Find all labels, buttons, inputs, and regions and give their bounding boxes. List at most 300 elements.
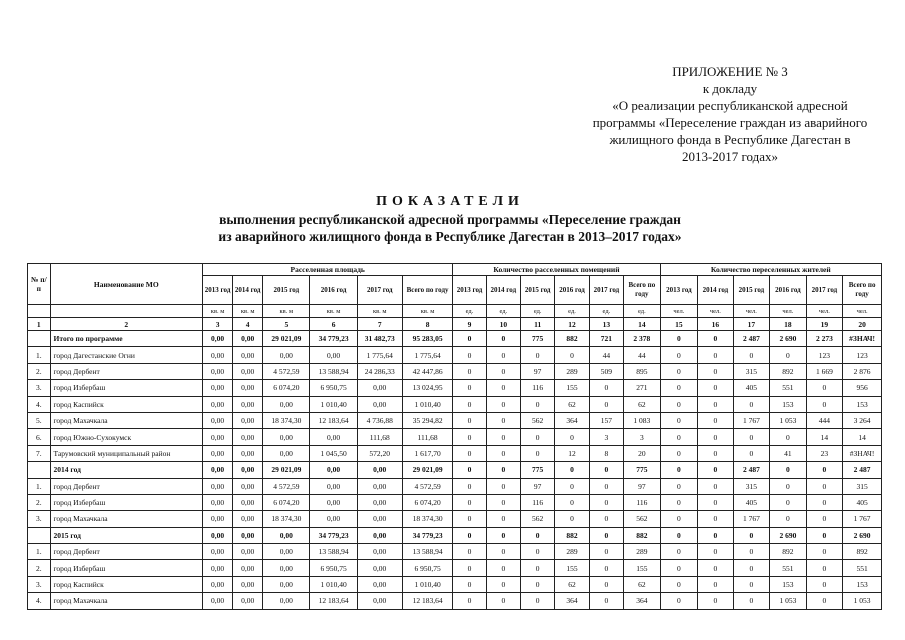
table-cell: 34 779,23 — [310, 331, 357, 347]
table-row — [28, 511, 882, 527]
table-cell: 4 572,59 — [402, 478, 453, 494]
table-cell: 0,00 — [203, 412, 233, 428]
table-cell: 364 — [624, 593, 661, 609]
table-cell: 0 — [521, 576, 555, 592]
table-cell: 0 — [486, 576, 520, 592]
table-cell: 0 — [698, 560, 733, 576]
table-cell: 0 — [453, 412, 486, 428]
table-cell: 892 — [770, 544, 807, 560]
table-cell: 6 074,20 — [263, 494, 310, 510]
municipality-name: город Махачкала — [50, 593, 203, 609]
unit-label: чел. — [733, 305, 770, 318]
table-cell: 562 — [624, 511, 661, 527]
appendix-line: 2013-2017 годах» — [681, 149, 779, 164]
table-cell: 1 053 — [843, 593, 882, 609]
table-cell: 0 — [589, 560, 623, 576]
table-cell: #ЗНАЧ! — [843, 331, 882, 347]
table-cell: 0 — [806, 494, 843, 510]
table-cell: 3 — [624, 429, 661, 445]
table-cell: 562 — [521, 412, 555, 428]
municipality-name: город Махачкала — [50, 412, 203, 428]
appendix-line: к докладу — [702, 81, 758, 96]
table-cell: 0,00 — [203, 494, 233, 510]
table-cell: 0 — [806, 560, 843, 576]
column-number: 14 — [624, 318, 661, 331]
row-number — [28, 527, 51, 543]
header-group-area: Расселенная площадь — [203, 264, 453, 276]
table-cell: 0 — [486, 347, 520, 363]
table-cell: 2 876 — [843, 363, 882, 379]
table-cell: 0 — [698, 445, 733, 461]
municipality-name: город Избербаш — [50, 380, 203, 396]
table-cell: 0 — [733, 396, 770, 412]
table-cell: 1 010,40 — [402, 396, 453, 412]
table-cell: 0 — [486, 560, 520, 576]
table-cell: 775 — [521, 462, 555, 478]
row-number: 3. — [28, 380, 51, 396]
table-cell: 0 — [770, 462, 807, 478]
table-cell: 0 — [698, 462, 733, 478]
table-cell: 315 — [843, 478, 882, 494]
table-cell: 0,00 — [357, 380, 402, 396]
table-cell: 6 950,75 — [310, 380, 357, 396]
header-rooms-col: 2014 год — [486, 276, 520, 305]
table-cell: 0,00 — [263, 576, 310, 592]
table-cell: 0 — [453, 576, 486, 592]
table-cell: 12 — [555, 445, 589, 461]
table-cell: 2 690 — [843, 527, 882, 543]
table-cell: 155 — [624, 560, 661, 576]
title-heading: ПОКАЗАТЕЛИ — [376, 194, 524, 209]
table-cell: 775 — [624, 462, 661, 478]
municipality-name: Итого по программе — [50, 331, 203, 347]
column-number: 4 — [233, 318, 263, 331]
table-cell: 123 — [843, 347, 882, 363]
table-cell: 0 — [733, 576, 770, 592]
table-cell: 0 — [486, 445, 520, 461]
table-cell: 0 — [453, 331, 486, 347]
table-cell: 0 — [521, 347, 555, 363]
table-cell: 0,00 — [357, 593, 402, 609]
table-cell: 24 286,33 — [357, 363, 402, 379]
table-cell: 0 — [733, 429, 770, 445]
header-people-col: 2016 год — [770, 276, 807, 305]
table-cell: 6 950,75 — [310, 560, 357, 576]
table-cell: 0,00 — [233, 593, 263, 609]
table-cell: 12 183,64 — [310, 412, 357, 428]
table-cell: 3 264 — [843, 412, 882, 428]
table-cell: 0 — [486, 494, 520, 510]
unit-label: кв. м — [233, 305, 263, 318]
row-number: 7. — [28, 445, 51, 461]
row-number: 1. — [28, 478, 51, 494]
table-cell: 364 — [555, 593, 589, 609]
table-cell: 0 — [453, 380, 486, 396]
table-cell: 0 — [486, 462, 520, 478]
table-cell: 405 — [733, 494, 770, 510]
table-cell: 0,00 — [233, 331, 263, 347]
header-people-col: 2013 год — [660, 276, 698, 305]
table-cell: 2 487 — [733, 462, 770, 478]
header-name: Наименование МО — [50, 264, 203, 305]
table-cell: 0,00 — [203, 478, 233, 494]
table-cell: 0 — [453, 527, 486, 543]
table-cell: 13 588,94 — [402, 544, 453, 560]
table-cell: 0 — [521, 445, 555, 461]
table-cell: 0 — [806, 462, 843, 478]
table-cell: 0 — [589, 380, 623, 396]
table-cell: 0 — [806, 527, 843, 543]
row-number: 3. — [28, 511, 51, 527]
table-cell: 1 053 — [770, 412, 807, 428]
table-cell: 0,00 — [263, 544, 310, 560]
table-cell: 0 — [555, 347, 589, 363]
municipality-name: город Каспийск — [50, 396, 203, 412]
header-people-col: 2014 год — [698, 276, 733, 305]
table-cell: 0 — [589, 576, 623, 592]
table-cell: 157 — [589, 412, 623, 428]
table-cell: 0,00 — [310, 347, 357, 363]
table-cell: 2 690 — [770, 331, 807, 347]
appendix-line: «О реализации республиканской адресной — [612, 98, 848, 113]
column-number: 11 — [521, 318, 555, 331]
table-cell: 0 — [589, 494, 623, 510]
table-cell: 0 — [660, 462, 698, 478]
unit-label: ед. — [486, 305, 520, 318]
table-row — [28, 560, 882, 576]
table-cell: 155 — [555, 380, 589, 396]
table-cell: 0 — [770, 347, 807, 363]
table-row — [28, 478, 882, 494]
table-row — [28, 576, 882, 592]
table-cell: 0 — [698, 494, 733, 510]
row-number: 2. — [28, 363, 51, 379]
table-cell: 0 — [660, 429, 698, 445]
table-cell: 0 — [453, 478, 486, 494]
table-row — [28, 363, 882, 379]
table-cell: 0,00 — [203, 593, 233, 609]
table-cell: 1 010,40 — [310, 576, 357, 592]
table-cell: 0,00 — [263, 429, 310, 445]
table-cell: 0 — [555, 478, 589, 494]
table-cell: 18 374,30 — [263, 412, 310, 428]
municipality-name: город Дербент — [50, 363, 203, 379]
table-cell: 41 — [770, 445, 807, 461]
table-cell: 6 074,20 — [402, 494, 453, 510]
table-cell: 0 — [698, 331, 733, 347]
table-cell: 551 — [770, 380, 807, 396]
table-cell: 0,00 — [233, 478, 263, 494]
table-cell: 111,68 — [357, 429, 402, 445]
table-cell: 0,00 — [357, 527, 402, 543]
table-cell: 0 — [770, 429, 807, 445]
unit-label: кв. м — [357, 305, 402, 318]
table-cell: 0,00 — [233, 462, 263, 478]
table-cell: 0 — [486, 544, 520, 560]
table-cell: 4 572,59 — [263, 363, 310, 379]
table-cell: 0,00 — [203, 347, 233, 363]
table-cell: 0 — [698, 429, 733, 445]
table-cell: 0,00 — [357, 576, 402, 592]
table-cell: 0 — [486, 363, 520, 379]
indicators-table — [27, 263, 882, 610]
table-row — [28, 331, 882, 347]
header-people-col: 2017 год — [806, 276, 843, 305]
table-cell: 0 — [453, 363, 486, 379]
table-cell: 289 — [555, 544, 589, 560]
table-cell: 0 — [453, 511, 486, 527]
table-cell: 62 — [555, 396, 589, 412]
municipality-name: Тарумовский муниципальный район — [50, 445, 203, 461]
table-cell: 0,00 — [203, 363, 233, 379]
table-cell: 0 — [486, 396, 520, 412]
table-row — [28, 412, 882, 428]
table-cell: 0 — [698, 527, 733, 543]
row-number: 2. — [28, 560, 51, 576]
unit-label: чел. — [843, 305, 882, 318]
table-cell: 0 — [806, 511, 843, 527]
table-cell: 572,20 — [357, 445, 402, 461]
table-row — [28, 445, 882, 461]
table-cell: 0 — [660, 347, 698, 363]
table-cell: 0 — [589, 527, 623, 543]
table-cell: 0 — [660, 494, 698, 510]
title-line: выполнения республиканской адресной программы «Переселение граждан — [219, 212, 681, 227]
table-cell: 0 — [486, 331, 520, 347]
table-cell: 882 — [624, 527, 661, 543]
table-cell: 1 053 — [770, 593, 807, 609]
header-rooms-col: 2013 год — [453, 276, 486, 305]
row-number: 1. — [28, 347, 51, 363]
table-cell: 0,00 — [233, 445, 263, 461]
table-cell: 0 — [660, 478, 698, 494]
table-cell: 0 — [555, 429, 589, 445]
column-number: 2 — [50, 318, 203, 331]
table-row — [28, 462, 882, 478]
table-cell: 29 021,09 — [402, 462, 453, 478]
table-cell: 0 — [698, 396, 733, 412]
column-number: 9 — [453, 318, 486, 331]
table-cell: 0 — [698, 593, 733, 609]
table-cell: 0 — [521, 593, 555, 609]
table-cell: 0 — [521, 396, 555, 412]
unit-label: чел. — [770, 305, 807, 318]
table-cell: 0 — [698, 544, 733, 560]
row-number: 5. — [28, 412, 51, 428]
table-cell: 116 — [624, 494, 661, 510]
table-cell: 42 447,86 — [402, 363, 453, 379]
table-cell: 0 — [453, 560, 486, 576]
table-cell: 895 — [624, 363, 661, 379]
unit-label: чел. — [698, 305, 733, 318]
table-cell: 1 669 — [806, 363, 843, 379]
table-cell: 116 — [521, 380, 555, 396]
table-cell: 0 — [589, 593, 623, 609]
row-number: 1. — [28, 544, 51, 560]
table-cell: 0 — [486, 429, 520, 445]
table-cell: 289 — [555, 363, 589, 379]
table-cell: 289 — [624, 544, 661, 560]
table-cell: 405 — [733, 380, 770, 396]
table-cell: 6 074,20 — [263, 380, 310, 396]
row-number: 4. — [28, 396, 51, 412]
table-cell: 0,00 — [233, 396, 263, 412]
table-cell: 0,00 — [263, 445, 310, 461]
document-title — [150, 193, 750, 245]
table-cell: 509 — [589, 363, 623, 379]
table-cell: 0 — [770, 478, 807, 494]
column-number: 15 — [660, 318, 698, 331]
table-cell: 0 — [698, 347, 733, 363]
municipality-name: город Каспийск — [50, 576, 203, 592]
table-cell: 0,00 — [233, 560, 263, 576]
table-cell: 0,00 — [203, 445, 233, 461]
table-cell: 444 — [806, 412, 843, 428]
table-cell: 551 — [843, 560, 882, 576]
table-cell: 0,00 — [233, 347, 263, 363]
table-cell: 13 588,94 — [310, 363, 357, 379]
table-cell: 0 — [486, 593, 520, 609]
header-area-col: 2013 год — [203, 276, 233, 305]
table-cell: 0 — [555, 462, 589, 478]
table-cell: 0,00 — [203, 576, 233, 592]
table-cell: 0 — [660, 380, 698, 396]
table-cell: 0 — [698, 478, 733, 494]
table-cell: 0 — [453, 544, 486, 560]
column-number: 19 — [806, 318, 843, 331]
table-cell: 0 — [660, 396, 698, 412]
table-cell: 0,00 — [263, 560, 310, 576]
unit-label: кв. м — [203, 305, 233, 318]
table-cell: 0 — [660, 593, 698, 609]
table-row — [28, 429, 882, 445]
unit-label: кв. м — [310, 305, 357, 318]
table-cell: 0 — [806, 380, 843, 396]
appendix-line: жилищного фонда в Республике Дагестан в — [609, 132, 851, 147]
table-cell: 0 — [733, 527, 770, 543]
table-cell: 1 010,40 — [310, 396, 357, 412]
table-cell: 1 767 — [733, 412, 770, 428]
table-cell: 23 — [806, 445, 843, 461]
column-number: 6 — [310, 318, 357, 331]
table-cell: 0,00 — [233, 576, 263, 592]
table-cell: 0,00 — [263, 347, 310, 363]
header-people-col: 2015 год — [733, 276, 770, 305]
table-cell: 0,00 — [357, 462, 402, 478]
table-cell: 882 — [555, 527, 589, 543]
table-cell: 0,00 — [233, 429, 263, 445]
table-cell: 0 — [806, 478, 843, 494]
unit-label: ед. — [453, 305, 486, 318]
table-cell: 1 010,40 — [402, 576, 453, 592]
column-number: 5 — [263, 318, 310, 331]
table-cell: 562 — [521, 511, 555, 527]
table-cell: 153 — [770, 396, 807, 412]
table-cell: 0 — [486, 412, 520, 428]
table-cell: 31 482,73 — [357, 331, 402, 347]
table-cell: #ЗНАЧ! — [843, 445, 882, 461]
table-cell: 0 — [660, 576, 698, 592]
table-row — [28, 593, 882, 609]
table-cell: 0,00 — [203, 429, 233, 445]
header-area-col: 2015 год — [263, 276, 310, 305]
table-cell: 0,00 — [203, 511, 233, 527]
table-cell: 0 — [806, 396, 843, 412]
municipality-name: 2014 год — [50, 462, 203, 478]
table-row — [28, 347, 882, 363]
table-cell: 29 021,09 — [263, 462, 310, 478]
table-cell: 892 — [770, 363, 807, 379]
row-number — [28, 331, 51, 347]
table-cell: 62 — [555, 576, 589, 592]
table-cell: 8 — [589, 445, 623, 461]
table-cell: 0 — [698, 363, 733, 379]
title-line: из аварийного жилищного фонда в Республике Дагестан в 2013–2017 годах» — [218, 229, 682, 244]
row-number: 2. — [28, 494, 51, 510]
table-cell: 0,00 — [310, 494, 357, 510]
table-cell: 2 487 — [733, 331, 770, 347]
table-cell: 0,00 — [263, 593, 310, 609]
table-cell: 95 283,05 — [402, 331, 453, 347]
unit-label: ед. — [624, 305, 661, 318]
table-cell: 721 — [589, 331, 623, 347]
units-empty — [28, 305, 51, 318]
table-cell: 0 — [660, 560, 698, 576]
table-cell: 0 — [660, 511, 698, 527]
header-area-col: 2016 год — [310, 276, 357, 305]
table-cell: 153 — [770, 576, 807, 592]
table-cell: 14 — [806, 429, 843, 445]
municipality-name: город Дербент — [50, 544, 203, 560]
table-cell: 97 — [521, 363, 555, 379]
municipality-name: город Южно-Сухокумск — [50, 429, 203, 445]
units-empty — [50, 305, 203, 318]
table-cell: 111,68 — [402, 429, 453, 445]
table-cell: 0,00 — [233, 544, 263, 560]
table-cell: 0,00 — [310, 462, 357, 478]
table-cell: 956 — [843, 380, 882, 396]
table-cell: 0 — [453, 429, 486, 445]
table-cell: 0 — [698, 511, 733, 527]
table-cell: 0 — [806, 593, 843, 609]
table-cell: 155 — [555, 560, 589, 576]
municipality-name: город Махачкала — [50, 511, 203, 527]
header-group-rooms: Количество расселенных помещений — [453, 264, 660, 276]
table-cell: 405 — [843, 494, 882, 510]
table-cell: 0 — [660, 331, 698, 347]
column-number: 20 — [843, 318, 882, 331]
unit-label: кв. м — [263, 305, 310, 318]
table-cell: 0 — [555, 494, 589, 510]
table-cell: 97 — [624, 478, 661, 494]
table-row — [28, 527, 882, 543]
header-num: № п/п — [28, 264, 51, 305]
table-cell: 18 374,30 — [263, 511, 310, 527]
table-cell: 0,00 — [357, 494, 402, 510]
table-cell: 0 — [660, 445, 698, 461]
table-cell: 1 767 — [843, 511, 882, 527]
table-cell: 0 — [806, 576, 843, 592]
table-cell: 0 — [660, 544, 698, 560]
table-cell: 0,00 — [233, 380, 263, 396]
table-cell: 12 183,64 — [402, 593, 453, 609]
column-number: 3 — [203, 318, 233, 331]
table-cell: 0,00 — [233, 363, 263, 379]
table-cell: 116 — [521, 494, 555, 510]
table-cell: 2 487 — [843, 462, 882, 478]
table-cell: 0 — [660, 527, 698, 543]
table-cell: 123 — [806, 347, 843, 363]
